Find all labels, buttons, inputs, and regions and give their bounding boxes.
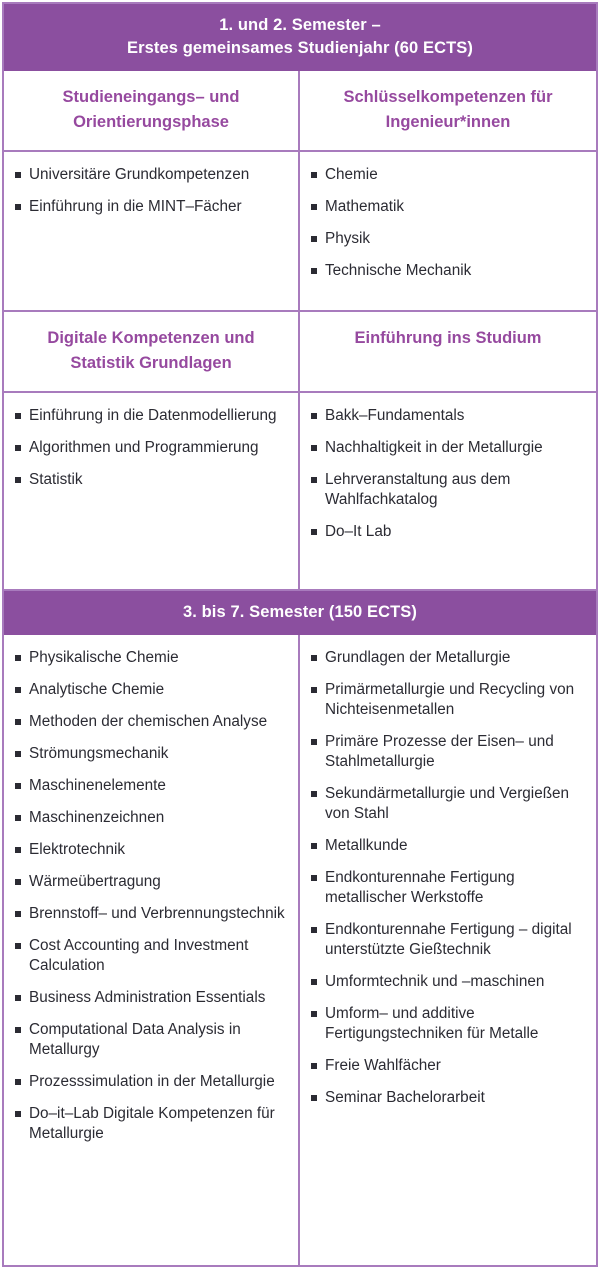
list-item: Universitäre Grundkompetenzen	[15, 165, 288, 185]
curriculum-table	[2, 2, 598, 1267]
list-item: Lehrveranstaltung aus dem Wahlfachkatalog	[311, 470, 586, 510]
block-heading	[4, 312, 298, 391]
block-heading	[300, 312, 596, 366]
list-item: Elektrotechnik	[15, 840, 288, 860]
list-item: Prozesssimulation in der Metallurgie	[15, 1072, 288, 1092]
list-item: Algorithmen und Programmierung	[15, 438, 288, 458]
heading-line: Orientierungsphase	[73, 113, 229, 131]
block-digitale-kompetenzen-header	[4, 312, 300, 391]
list-item: Seminar Bachelorarbeit	[311, 1088, 586, 1108]
list-item: Umform– und additive Fertigungstechniken für Metalle	[311, 1004, 586, 1044]
banner-line: Erstes gemeinsames Studienjahr (60 ECTS)	[126, 39, 474, 57]
subheader-row-1	[4, 71, 596, 152]
block-schluesselkompetenzen-courses	[300, 152, 596, 310]
list-item: Maschinenzeichnen	[15, 808, 288, 828]
list-item: Strömungsmechanik	[15, 744, 288, 764]
list-item: Do–It Lab	[311, 522, 586, 542]
section-banner-third-to-seventh	[4, 591, 596, 635]
block-main-right-courses	[300, 635, 596, 1265]
course-row-2	[4, 393, 596, 591]
list-item: Brennstoff– und Verbrennungstechnik	[15, 904, 288, 924]
banner-line: 3. bis 7. Semester (150 ECTS)	[182, 603, 417, 621]
list-item: Physik	[311, 229, 586, 249]
list-item: Mathematik	[311, 197, 586, 217]
heading-line: Schlüsselkompetenzen für	[343, 88, 553, 106]
list-item: Statistik	[15, 470, 288, 490]
course-list	[4, 635, 298, 1158]
list-item: Grundlagen der Metallurgie	[311, 648, 586, 668]
subheader-row-2	[4, 312, 596, 393]
list-item: Sekundärmetallurgie und Vergießen von Stahl	[311, 784, 586, 824]
list-item: Freie Wahlfächer	[311, 1056, 586, 1076]
list-item: Maschinenelemente	[15, 776, 288, 796]
list-item: Umformtechnik und –maschinen	[311, 972, 586, 992]
course-list	[4, 152, 298, 231]
list-item: Primäre Prozesse der Eisen– und Stahlmetallurgie	[311, 732, 586, 772]
course-list	[300, 152, 596, 295]
list-item: Business Administration Essentials	[15, 988, 288, 1008]
heading-line: Einführung ins Studium	[354, 329, 542, 347]
list-item: Endkonturennahe Fertigung – digital unterstützte Gießtechnik	[311, 920, 586, 960]
section-banner-first-year	[4, 4, 596, 71]
list-item: Nachhaltigkeit in der Metallurgie	[311, 438, 586, 458]
list-item: Physikalische Chemie	[15, 648, 288, 668]
heading-line: Digitale Kompetenzen und	[47, 329, 255, 347]
course-list	[300, 635, 596, 1122]
list-item: Metallkunde	[311, 836, 586, 856]
banner-line: 1. und 2. Semester –	[219, 16, 381, 34]
list-item: Analytische Chemie	[15, 680, 288, 700]
heading-line: Studieneingangs– und	[62, 88, 240, 106]
heading-line: Ingenieur*innen	[385, 113, 511, 131]
list-item: Einführung in die Datenmodellierung	[15, 406, 288, 426]
list-item: Technische Mechanik	[311, 261, 586, 281]
list-item: Computational Data Analysis in Metallurgy	[15, 1020, 288, 1060]
block-studieneingangsphase-courses	[4, 152, 300, 310]
list-item: Cost Accounting and Investment Calculation	[15, 936, 288, 976]
block-heading	[4, 71, 298, 150]
block-studieneingangsphase-header	[4, 71, 300, 150]
list-item: Wärmeübertragung	[15, 872, 288, 892]
list-item: Methoden der chemischen Analyse	[15, 712, 288, 732]
list-item: Einführung in die MINT–Fächer	[15, 197, 288, 217]
block-einfuehrung-studium-courses	[300, 393, 596, 589]
course-row-3	[4, 635, 596, 1265]
list-item: Chemie	[311, 165, 586, 185]
list-item: Do–it–Lab Digitale Kompetenzen für Metallurgie	[15, 1104, 288, 1144]
list-item: Bakk–Fundamentals	[311, 406, 586, 426]
block-einfuehrung-studium-header	[300, 312, 596, 391]
course-list	[4, 393, 298, 504]
block-schluesselkompetenzen-header	[300, 71, 596, 150]
block-digitale-kompetenzen-courses	[4, 393, 300, 589]
block-main-left-courses	[4, 635, 300, 1265]
list-item: Endkonturennahe Fertigung metallischer Werkstoffe	[311, 868, 586, 908]
list-item: Primärmetallurgie und Recycling von Nichteisenmetallen	[311, 680, 586, 720]
heading-line: Statistik Grundlagen	[70, 354, 232, 372]
course-row-1	[4, 152, 596, 312]
course-list	[300, 393, 596, 556]
block-heading	[300, 71, 596, 150]
